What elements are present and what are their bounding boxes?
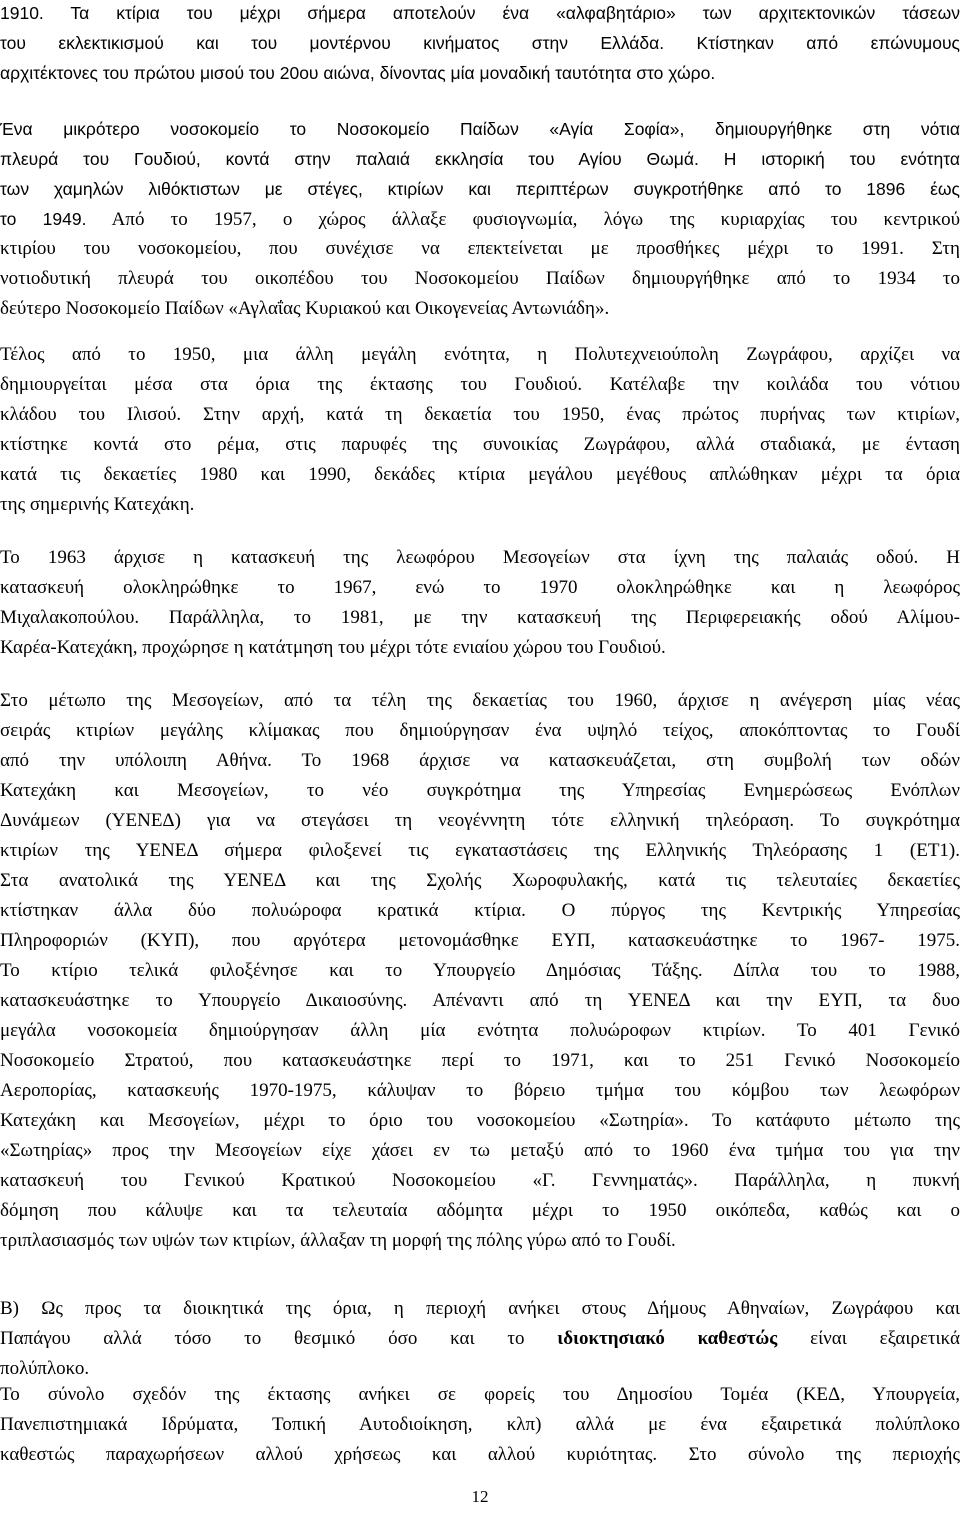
text-segment: Η ιστορική του ενότητα [723, 149, 960, 169]
paragraph-6 [0, 1294, 960, 1384]
text-line: Πληροφοριών (ΚΥΠ), που αργότερα μετονομάσθηκε ΕΥΠ, κατασκευάστηκε το 1967- 1975. [0, 930, 960, 951]
text-segment: Στη [931, 238, 960, 259]
text-segment: κτιρίου του νοσοκομείου, που συνέχισε να επεκτείνεται με προσθήκες μέχρι το 1991. [0, 238, 904, 259]
text-segment: είναι εξαιρετικά [810, 1328, 960, 1349]
text-line: από την υπόλοιπη Αθήνα. Το 1968 άρχισε να κατασκευάζεται, στη συμβολή των οδών [0, 750, 960, 771]
text-line: δεύτερο Νοσοκομείο Παίδων «Αγλαΐας Κυριακού και Οικογενείας Αντωνιάδη». [0, 298, 610, 319]
text-line: των χαμηλών λιθόκτιστων με στέγες, κτιρίων και περιπτέρων συγκροτήθηκε από το 1896 έως [0, 179, 960, 199]
bold-term: ιδιοκτησιακό καθεστώς [557, 1328, 778, 1349]
text-line: Νοσοκομείο Στρατού, που κατασκευάστηκε περί το 1971, και το 251 Γενικό Νοσοκομείο [0, 1050, 960, 1071]
text-line: Ένα μικρότερο νοσοκομείο το Νοσοκομείο Παίδων «Αγία Σοφία», δημιουργήθηκε στη νότια [0, 119, 960, 139]
text-line: Το 1963 άρχισε η κατασκευή της λεωφόρου Μεσογείων στα ίχνη της παλαιάς οδού. Η [0, 547, 960, 568]
text-line: Κατεχάκη και Μεσογείων, μέχρι το όριο του νοσοκομείου «Σωτηρία». Το κατάφυτο μέτωπο της [0, 1110, 960, 1131]
text-line: Στα ανατολικά της ΥΕΝΕΔ και της Σχολής Χωροφυλακής, κατά τις τελευταίες δεκαετίες [0, 870, 960, 891]
paragraph-4 [0, 543, 960, 663]
text-segment: Από το 1957, ο χώρος άλλαξε φυσιογνωμία, λόγω της κυριαρχίας του κεντρικού [111, 209, 960, 230]
text-segment: Παπάγου αλλά τόσο το θεσμικό όσο και το [0, 1328, 525, 1349]
text-line: Αεροπορίας, κατασκευής 1970-1975, κάλυψαν το βόρειο τμήμα του κόμβου των λεωφόρων [0, 1080, 960, 1101]
text-line: κατά τις δεκαετίες 1980 και 1990, δεκάδες κτίρια μεγάλου μεγέθους απλώθηκαν μέχρι τα όρια [0, 464, 960, 485]
text-line [0, 204, 960, 234]
text-line: σειράς κτιρίων μεγάλης κλίμακας που δημιούργησαν ένα υψηλό τείχος, αποκόπτοντας το Γουδί [0, 720, 960, 741]
paragraph-5 [0, 686, 960, 1256]
text-line: νοτιοδυτική πλευρά του οικοπέδου του Νοσοκομείου Παίδων δημιουργήθηκε από το 1934 το [0, 268, 960, 289]
text-line: πολύπλοκο. [0, 1358, 90, 1379]
text-line: Στο μέτωπο της Μεσογείων, από τα τέλη της δεκαετίας του 1960, άρχισε η ανέγερση μίας νέας [0, 690, 960, 711]
text-line: του εκλεκτικισμού και του μοντέρνου κινήματος στην Ελλάδα. Κτίστηκαν από επώνυμους [0, 33, 960, 53]
text-line [0, 1324, 960, 1354]
text-line [0, 144, 960, 174]
text-line: Το σύνολο σχεδόν της έκτασης ανήκει σε φορείς του Δημοσίου Τομέα (ΚΕΔ, Υπουργεία, [0, 1384, 960, 1405]
text-line: δόμηση που κάλυψε και τα τελευταία αδόμητα μέχρι το 1950 οικόπεδα, καθώς και ο [0, 1200, 960, 1221]
text-line: της σημερινής Κατεχάκη. [0, 494, 195, 515]
text-line: κατασκευάστηκε το Υπουργείο Δικαιοσύνης. Απέναντι από τη ΥΕΝΕΔ και την ΕΥΠ, τα δυο [0, 990, 960, 1011]
text-line: κτίστηκαν άλλα δύο πολυώροφα κρατικά κτίρια. Ο πύργος της Κεντρικής Υπηρεσίας [0, 900, 960, 921]
paragraph-2 [0, 114, 960, 324]
text-line: κατασκευή του Γενικού Κρατικού Νοσοκομείου «Γ. Γεννηματάς». Παράλληλα, η πυκνή [0, 1170, 960, 1191]
page-number: 12 [471, 1487, 489, 1506]
text-line [0, 234, 960, 264]
text-line: Μιχαλακοπούλου. Παράλληλα, το 1981, με την κατασκευή της Περιφερειακής οδού Αλίμου- [0, 607, 960, 628]
text-line: «Σωτηρίας» προς την Μεσογείων είχε χάσει εν τω μεταξύ από το 1960 ένα τμήμα του για την [0, 1140, 960, 1161]
text-line: κτιρίων της ΥΕΝΕΔ σήμερα φιλοξενεί τις εγκαταστάσεις της Ελληνικής Τηλεόρασης 1 (ΕΤ1). [0, 840, 960, 861]
text-line: μεγάλα νοσοκομεία δημιούργησαν άλλη μία ενότητα πολυώροφων κτιρίων. Το 401 Γενικό [0, 1020, 960, 1041]
text-line: κτίστηκε κοντά στο ρέμα, στις παρυφές της συνοικίας Ζωγράφου, αλλά σταδιακά, με ένταση [0, 434, 960, 455]
text-line: κλάδου του Ιλισού. Στην αρχή, κατά τη δεκαετία του 1950, ένας πρώτος πυρήνας των κτιρίων, [0, 404, 960, 425]
paragraph-1 [0, 0, 960, 88]
text-line: δημιουργείται μέσα στα όρια της έκτασης του Γουδιού. Κατέλαβε την κοιλάδα του νότιου [0, 374, 960, 395]
text-line: κατασκευή ολοκληρώθηκε το 1967, ενώ το 1970 ολοκληρώθηκε και η λεωφόρος [0, 577, 960, 598]
text-segment: το 1949. [0, 209, 87, 229]
paragraph-3 [0, 340, 960, 520]
text-line: Κατεχάκη και Μεσογείων, το νέο συγκρότημα της Υπηρεσίας Ενημερώσεως Ενόπλων [0, 780, 960, 801]
text-line: Το κτίριο τελικά φιλοξένησε και το Υπουργείο Δημόσιας Τάξης. Δίπλα του το 1988, [0, 960, 960, 981]
text-line: καθεστώς παραχωρήσεων αλλού χρήσεως και αλλού κυριότητας. Στο σύνολο της περιοχής [0, 1444, 960, 1465]
text-line: Πανεπιστημιακά Ιδρύματα, Τοπική Αυτοδιοίκηση, κλπ) αλλά με ένα εξαιρετικά πολύπλοκο [0, 1414, 960, 1435]
text-line: Τέλος από το 1950, μια άλλη μεγάλη ενότητα, η Πολυτεχνειούπολη Ζωγράφου, αρχίζει να [0, 344, 960, 365]
text-line: Δυνάμεων (ΥΕΝΕΔ) για να στεγάσει τη νεογέννητη τότε ελληνική τηλεόραση. Το συγκρότημα [0, 810, 960, 831]
text-line: αρχιτέκτονες του πρώτου μισού του 20ου αιώνα, δίνοντας μία μοναδική ταυτότητα στο χώρο. [0, 63, 716, 83]
paragraph-7 [0, 1380, 960, 1470]
text-line: 1910. Τα κτίρια του μέχρι σήμερα αποτελούν ένα «αλφαβητάριο» των αρχιτεκτονικών τάσεων [0, 3, 960, 23]
text-line: τριπλασιασμός των υψών των κτιρίων, άλλαξαν τη μορφή της πόλης γύρω από το Γουδί. [0, 1230, 676, 1251]
text-line: Καρέα-Κατεχάκη, προχώρησε η κατάτμηση του μέχρι τότε ενιαίου χώρου του Γουδιού. [0, 637, 666, 658]
text-segment: πλευρά του Γουδιού, κοντά στην παλαιά εκκλησία του Αγίου Θωμά. [0, 149, 699, 169]
text-line: Β) Ως προς τα διοικητικά της όρια, η περιοχή ανήκει στους Δήμους Αθηναίων, Ζωγράφου και [0, 1298, 960, 1319]
